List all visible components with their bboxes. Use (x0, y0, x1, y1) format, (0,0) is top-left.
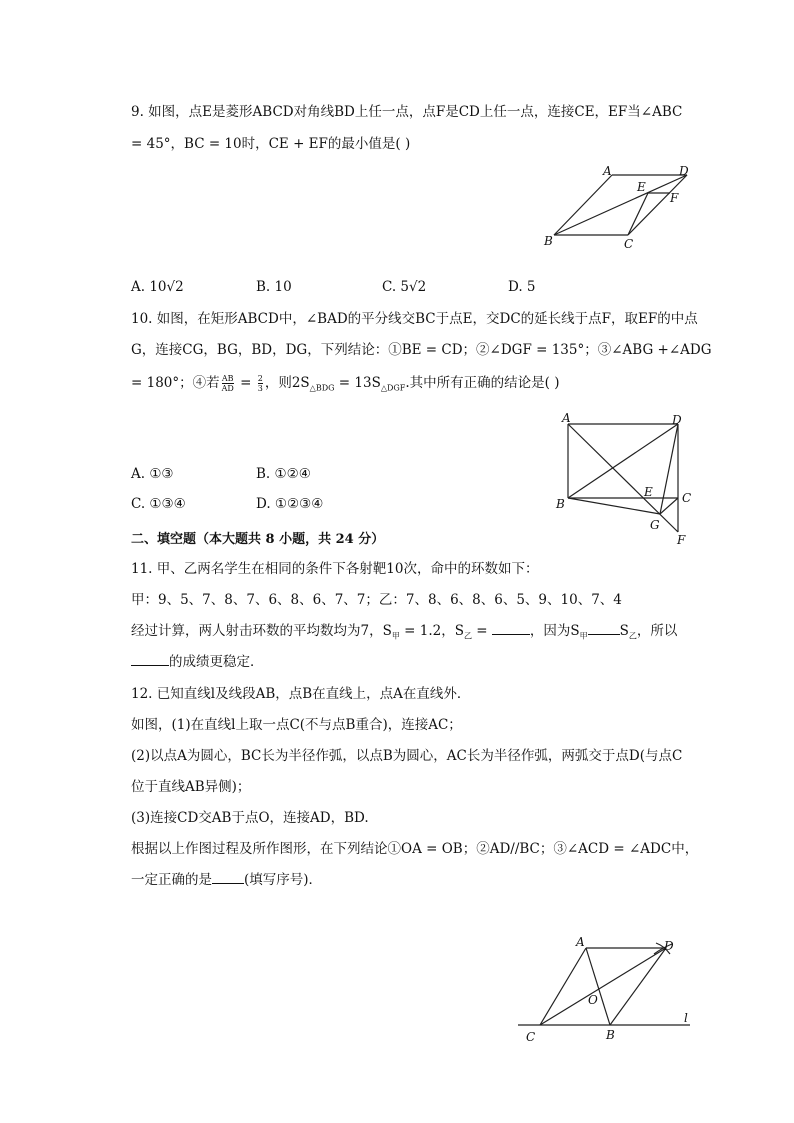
q10-frac-den: AD (221, 384, 234, 393)
q10-frac2-den: 3 (257, 384, 263, 393)
q12-label-c: C (526, 1030, 536, 1044)
q12-stem-line6: 根据以上作图过程及所作图形，在下列结论①OA = OB；②AD//BC；③∠ACD = ∠ADC中， (131, 841, 699, 857)
q12-segment-cd (540, 948, 666, 1025)
q9-diagonal-bd (554, 175, 687, 235)
q11-data-line: 甲：9、5、7、8、7、6、8、6、7、7；乙：7、8、6、8、6、5、9、10、7、4 (131, 592, 622, 608)
q11-answer-blank-compare[interactable] (588, 622, 620, 635)
q10-fraction-2-3 (258, 374, 263, 393)
q12-label-a: A (576, 935, 585, 949)
q12-stem-line2: 如图，(1)在直线l上取一点C(不与点B重合)，连接AC； (131, 717, 462, 733)
q12-line7-part2: (填写序号)． (244, 872, 323, 888)
q9-option-d: D. 5 (508, 279, 536, 295)
q9-stem-line1: 9. 如图，点E是菱形ABCD对角线BD上任一点，点F是CD上任一点，连接CE，EF当∠ABC (131, 104, 683, 120)
q9-option-b: B. 10 (256, 279, 292, 295)
q12-label-o: O (588, 993, 598, 1007)
q9-label-a: A (603, 164, 612, 178)
q11-sub-yi-2: 乙 (628, 631, 637, 641)
q11-stem-line1: 11. 甲、乙两名学生在相同的条件下各射靶10次，命中的环数如下： (131, 561, 539, 577)
q12-stem-line5: (3)连接CD交AB于点O，连接AD，BD. (131, 810, 369, 826)
q10-line3-part4: .其中所有正确的结论是( ) (405, 375, 560, 391)
q9-rhombus-figure (540, 160, 700, 255)
q10-rectangle-figure (550, 410, 700, 550)
q11-line3-part1: 经过计算，两人射击环数的平均数均为7，S (131, 623, 392, 639)
q10-line3-part2: ，则2S (264, 375, 310, 391)
q10-label-g: G (650, 518, 660, 532)
q11-sub-jia-2: 甲 (579, 631, 588, 641)
q12-label-b: B (606, 1028, 615, 1042)
q10-stem-line2: G，连接CG，BG，BD，DG，下列结论：①BE = CD；②∠DGF = 135°；③∠ABG +∠ADG (131, 342, 712, 358)
q9-option-c: C. 5√2 (382, 279, 427, 295)
q10-label-e: E (644, 485, 653, 499)
q10-option-b: B. ①②④ (256, 466, 311, 482)
q10-stem-line1: 10. 如图，在矩形ABCD中，∠BAD的平分线交BC于点E，交DC的延长线于点F，取EF的中点 (131, 311, 698, 327)
q12-segment-bd (610, 948, 666, 1025)
q9-edge-ba (554, 175, 612, 235)
q11-sub-jia: 甲 (391, 631, 400, 641)
q10-option-a: A. ①③ (131, 466, 174, 482)
q9-label-e: E (637, 180, 646, 194)
q10-frac2-num: 2 (257, 374, 263, 383)
q12-stem-line7 (131, 871, 322, 889)
q10-line3-part3: = 13S (334, 375, 381, 391)
q12-label-l: l (684, 1011, 688, 1025)
q10-label-c: C (682, 491, 692, 505)
q10-sub-dgf: △DGF (380, 383, 406, 393)
q11-stem-line4 (131, 653, 264, 671)
q11-stem-line3: 经过计算，两人射击环数的平均数均为7，$S_甲 = 1.2$，$S_乙$ = ，因为$S_甲$ $S_乙$，所以 (131, 623, 678, 641)
q12-answer-blank[interactable] (212, 871, 244, 884)
q12-stem-line4: 位于直线AB异侧)； (131, 779, 251, 795)
q10-label-a: A (562, 411, 571, 425)
q11-sub-yi: 乙 (463, 631, 472, 641)
q9-label-c: C (624, 237, 634, 251)
q12-stem-line3: (2)以点A为圆心，BC长为半径作弧，以点B为圆心，AC长为半径作弧，两弧交于点D(与点C (131, 748, 683, 764)
q10-option-c: C. ①③④ (131, 496, 186, 512)
q10-label-b: B (556, 497, 565, 511)
q12-construction-figure (510, 930, 700, 1050)
section-heading-fill-in: 二、填空题（本大题共 8 小题，共 24 分） (131, 532, 385, 547)
q11-line3-part4: ，因为S (529, 623, 580, 639)
q9-label-b: B (544, 234, 553, 248)
q11-answer-blank-variance[interactable] (492, 622, 530, 635)
q11-line3-part3: = (471, 623, 492, 639)
q11-line4-text: 的成绩更稳定． (169, 654, 264, 670)
q9-label-f: F (670, 191, 679, 205)
q10-frac-num: AB (221, 374, 234, 383)
q9-option-a: A. 10√2 (131, 279, 184, 295)
q10-diagonal-bd (568, 424, 678, 498)
q10-sub-bdg: △BDG (309, 383, 335, 393)
q9-segment-ce (628, 193, 648, 235)
q10-stem-line3: = 180°；④若 $\frac{AB}{AD}$ = $\frac{2}{3}$ ，则$2S_{\triangle BDG} = 13S_{\triangle DGF}$.其中所有正确的结论是( ) (131, 374, 560, 393)
q12-stem-line1: 12. 已知直线l及线段AB，点B在直线上，点A在直线外． (131, 686, 471, 702)
q10-option-d: D. ①②③④ (256, 496, 324, 512)
q11-line3-part5: ，所以 (636, 623, 678, 639)
q10-label-d: D (672, 413, 682, 427)
q12-line7-part1: 一定正确的是 (131, 872, 212, 888)
q12-segment-ab (586, 948, 610, 1025)
q9-stem-line2: = 45°，BC = 10时，CE + EF的最小值是( ) (131, 136, 411, 152)
q10-label-f: F (677, 533, 686, 547)
q11-line3-part2: = 1.2，S (399, 623, 464, 639)
q10-bisector-af (568, 424, 678, 532)
q12-segment-ca (540, 948, 586, 1025)
q10-line3-part1: = 180°；④若 (131, 375, 220, 391)
q10-fraction-ab-ad (222, 374, 234, 393)
q12-label-d: D (664, 939, 674, 953)
q9-label-d: D (679, 164, 689, 178)
q11-answer-blank-student[interactable] (131, 653, 169, 666)
